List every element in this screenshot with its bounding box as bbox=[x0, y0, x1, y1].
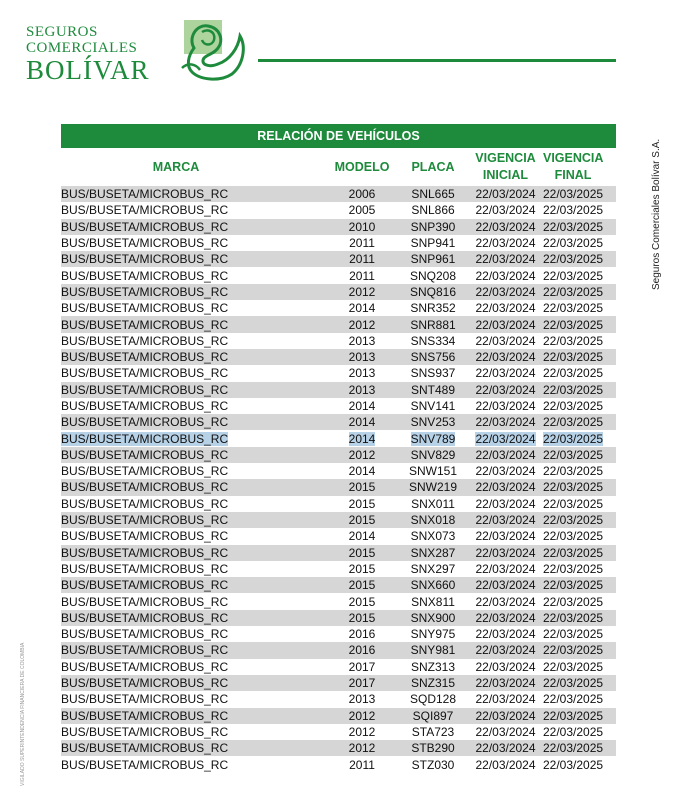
cell-vigencia-final: 22/03/2025 bbox=[543, 496, 604, 511]
cell-placa: STZ030 bbox=[411, 757, 455, 772]
table-row bbox=[61, 577, 616, 593]
cell-placa: SNP390 bbox=[410, 219, 456, 234]
header-vigencia-inicial: VIGENCIA INICIAL bbox=[475, 151, 536, 182]
cell-vigencia-inicial: 22/03/2024 bbox=[475, 447, 536, 462]
vigilado-stamp bbox=[20, 642, 42, 786]
cell-vigencia-inicial: 22/03/2024 bbox=[475, 643, 536, 658]
cell-vigencia-final: 22/03/2025 bbox=[543, 252, 604, 267]
cell-placa: SNS334 bbox=[410, 333, 456, 348]
cell-marca: BUS/BUSETA/MICROBUS_RC bbox=[61, 333, 229, 348]
cell-marca: BUS/BUSETA/MICROBUS_RC bbox=[61, 594, 229, 609]
table-row bbox=[61, 349, 616, 365]
cell-placa: SNQ816 bbox=[409, 284, 457, 299]
cell-vigencia-final: 22/03/2025 bbox=[543, 317, 604, 332]
cell-vigencia-final: 22/03/2025 bbox=[543, 399, 604, 413]
cell-marca: BUS/BUSETA/MICROBUS_RC bbox=[61, 284, 229, 299]
table-row bbox=[61, 414, 616, 430]
cell-vigencia-inicial: 22/03/2024 bbox=[475, 399, 536, 413]
cell-modelo: 2006 bbox=[348, 187, 376, 202]
cell-vigencia-final: 22/03/2025 bbox=[543, 203, 604, 218]
cell-vigencia-final: 22/03/2025 bbox=[543, 350, 604, 365]
table-row bbox=[61, 642, 616, 658]
table-row bbox=[61, 300, 616, 316]
cell-vigencia-final: 22/03/2025 bbox=[543, 610, 604, 625]
cell-placa: SNX011 bbox=[411, 496, 455, 511]
table-row bbox=[61, 284, 616, 300]
cell-vigencia-final: 22/03/2025 bbox=[543, 529, 604, 544]
cell-vigencia-inicial: 22/03/2024 bbox=[475, 431, 536, 446]
cell-modelo: 2013 bbox=[348, 692, 376, 707]
cell-vigencia-inicial: 22/03/2024 bbox=[475, 284, 536, 299]
cell-vigencia-inicial: 22/03/2024 bbox=[475, 268, 536, 283]
cell-vigencia-final: 22/03/2025 bbox=[543, 382, 604, 397]
cell-modelo: 2011 bbox=[349, 252, 375, 267]
table-row bbox=[61, 479, 616, 495]
cell-placa: SNP961 bbox=[410, 252, 456, 267]
cell-placa: SNR352 bbox=[410, 301, 456, 316]
cell-vigencia-inicial: 22/03/2024 bbox=[475, 252, 536, 267]
cell-vigencia-final: 22/03/2025 bbox=[543, 284, 604, 299]
cell-marca: BUS/BUSETA/MICROBUS_RC bbox=[61, 480, 229, 495]
side-company-text: Seguros Comerciales Bolívar S.A. bbox=[651, 138, 662, 290]
cell-vigencia-final: 22/03/2025 bbox=[543, 415, 604, 430]
table-row bbox=[61, 430, 616, 446]
cell-modelo: 2011 bbox=[349, 268, 375, 283]
cell-vigencia-inicial: 22/03/2024 bbox=[475, 317, 536, 332]
cell-modelo: 2016 bbox=[348, 627, 376, 642]
cell-marca: BUS/BUSETA/MICROBUS_RC bbox=[61, 708, 229, 723]
cell-marca: BUS/BUSETA/MICROBUS_RC bbox=[61, 561, 229, 576]
cell-vigencia-final: 22/03/2025 bbox=[543, 643, 604, 658]
table-row bbox=[61, 398, 616, 414]
cell-vigencia-final: 22/03/2025 bbox=[543, 561, 604, 576]
cell-marca: BUS/BUSETA/MICROBUS_RC bbox=[61, 659, 229, 674]
cell-vigencia-inicial: 22/03/2024 bbox=[475, 496, 536, 511]
table-row bbox=[61, 528, 616, 544]
table-row bbox=[61, 447, 616, 463]
cell-vigencia-final: 22/03/2025 bbox=[543, 431, 604, 446]
cell-modelo: 2014 bbox=[348, 301, 376, 316]
table-body bbox=[61, 186, 616, 773]
cell-vigencia-inicial: 22/03/2024 bbox=[475, 627, 536, 642]
cell-placa: SNL665 bbox=[411, 187, 455, 202]
cell-marca: BUS/BUSETA/MICROBUS_RC bbox=[61, 415, 229, 430]
cell-modelo: 2011 bbox=[349, 236, 375, 251]
table-row bbox=[61, 316, 616, 332]
cell-vigencia-final: 22/03/2025 bbox=[543, 594, 604, 609]
cell-placa: SNL866 bbox=[411, 203, 455, 218]
cell-marca: BUS/BUSETA/MICROBUS_RC bbox=[61, 252, 229, 267]
cell-placa: SNX900 bbox=[410, 610, 456, 625]
cell-vigencia-inicial: 22/03/2024 bbox=[475, 724, 536, 739]
cell-placa: SNP941 bbox=[410, 236, 456, 251]
cell-marca: BUS/BUSETA/MICROBUS_RC bbox=[61, 399, 229, 413]
cell-placa: SNZ313 bbox=[410, 659, 456, 674]
cell-vigencia-inicial: 22/03/2024 bbox=[475, 659, 536, 674]
cell-vigencia-inicial: 22/03/2024 bbox=[475, 236, 536, 251]
cell-marca: BUS/BUSETA/MICROBUS_RC bbox=[61, 268, 229, 283]
cell-vigencia-inicial: 22/03/2024 bbox=[475, 187, 536, 202]
cell-marca: BUS/BUSETA/MICROBUS_RC bbox=[61, 447, 229, 462]
cell-placa: STA723 bbox=[411, 724, 455, 739]
cell-marca: BUS/BUSETA/MICROBUS_RC bbox=[61, 692, 229, 707]
cell-modelo: 2017 bbox=[348, 659, 376, 674]
cell-modelo: 2014 bbox=[348, 464, 376, 479]
brand-line-1: SEGUROS bbox=[26, 24, 98, 40]
cell-vigencia-final: 22/03/2025 bbox=[543, 333, 604, 348]
cell-vigencia-final: 22/03/2025 bbox=[543, 724, 604, 739]
table-row bbox=[61, 235, 616, 251]
cell-vigencia-inicial: 22/03/2024 bbox=[475, 415, 536, 430]
cell-marca: BUS/BUSETA/MICROBUS_RC bbox=[61, 203, 229, 218]
cell-placa: SNX018 bbox=[410, 513, 456, 528]
cell-placa: SNY981 bbox=[410, 643, 456, 658]
cell-modelo: 2014 bbox=[348, 415, 376, 430]
cell-vigencia-inicial: 22/03/2024 bbox=[475, 382, 536, 397]
brand-line-2: COMERCIALES bbox=[26, 40, 138, 56]
cell-marca: BUS/BUSETA/MICROBUS_RC bbox=[61, 513, 229, 528]
cell-vigencia-final: 22/03/2025 bbox=[543, 692, 604, 707]
table-row bbox=[61, 496, 616, 512]
cell-vigencia-final: 22/03/2025 bbox=[543, 578, 604, 593]
table-row bbox=[61, 186, 616, 202]
cell-placa: SNX297 bbox=[410, 561, 456, 576]
table-row bbox=[61, 675, 616, 691]
table-row bbox=[61, 724, 616, 740]
cell-modelo: 2012 bbox=[348, 708, 376, 723]
cell-modelo: 2013 bbox=[348, 366, 376, 381]
cell-marca: BUS/BUSETA/MICROBUS_RC bbox=[61, 464, 229, 479]
cell-modelo: 2013 bbox=[348, 333, 376, 348]
vigilado-text: VIGILADO SUPERINTENDENCIA FINANCIERA DE COLOMBIA bbox=[20, 642, 26, 786]
cell-vigencia-final: 22/03/2025 bbox=[543, 187, 604, 202]
cell-modelo: 2015 bbox=[348, 610, 376, 625]
cell-placa: SNW219 bbox=[408, 480, 458, 495]
header-placa: PLACA bbox=[411, 160, 455, 174]
cell-modelo: 2017 bbox=[348, 676, 376, 691]
cell-placa: SNQ208 bbox=[409, 268, 457, 283]
table-row bbox=[61, 365, 616, 381]
table-row bbox=[61, 756, 616, 772]
cell-placa: SNV829 bbox=[410, 447, 456, 462]
table-row bbox=[61, 708, 616, 724]
cell-placa: SNX073 bbox=[410, 529, 456, 544]
cell-marca: BUS/BUSETA/MICROBUS_RC bbox=[61, 187, 229, 202]
cell-marca: BUS/BUSETA/MICROBUS_RC bbox=[61, 366, 229, 381]
cell-vigencia-inicial: 22/03/2024 bbox=[475, 480, 536, 495]
cell-marca: BUS/BUSETA/MICROBUS_RC bbox=[61, 219, 229, 234]
cell-vigencia-inicial: 22/03/2024 bbox=[475, 333, 536, 348]
cell-placa: SQD128 bbox=[409, 692, 457, 707]
header-modelo: MODELO bbox=[334, 160, 390, 174]
cell-marca: BUS/BUSETA/MICROBUS_RC bbox=[61, 741, 229, 756]
cell-marca: BUS/BUSETA/MICROBUS_RC bbox=[61, 496, 229, 511]
cell-modelo: 2014 bbox=[348, 529, 376, 544]
cell-modelo: 2015 bbox=[348, 513, 376, 528]
cell-marca: BUS/BUSETA/MICROBUS_RC bbox=[61, 676, 229, 691]
cell-vigencia-final: 22/03/2025 bbox=[543, 741, 604, 756]
header-marca: MARCA bbox=[152, 160, 200, 174]
cell-marca: BUS/BUSETA/MICROBUS_RC bbox=[61, 301, 229, 316]
side-company-label bbox=[651, 140, 665, 290]
cell-placa: SNR881 bbox=[410, 317, 456, 332]
table-row bbox=[61, 561, 616, 577]
cell-marca: BUS/BUSETA/MICROBUS_RC bbox=[61, 610, 229, 625]
cell-placa: SNS937 bbox=[410, 366, 456, 381]
cell-vigencia-final: 22/03/2025 bbox=[543, 268, 604, 283]
cell-vigencia-inicial: 22/03/2024 bbox=[475, 513, 536, 528]
cell-vigencia-inicial: 22/03/2024 bbox=[475, 366, 536, 381]
cell-vigencia-final: 22/03/2025 bbox=[543, 236, 604, 251]
table-row bbox=[61, 610, 616, 626]
cell-modelo: 2012 bbox=[348, 317, 376, 332]
brand-logo bbox=[26, 24, 150, 84]
cell-modelo: 2015 bbox=[348, 561, 376, 576]
table-row bbox=[61, 333, 616, 349]
cell-placa: SNZ315 bbox=[410, 676, 456, 691]
cell-marca: BUS/BUSETA/MICROBUS_RC bbox=[61, 431, 229, 446]
cell-placa: SNX660 bbox=[410, 578, 456, 593]
header-divider bbox=[258, 59, 616, 62]
table-row bbox=[61, 267, 616, 283]
cell-modelo: 2012 bbox=[348, 741, 376, 756]
table-row bbox=[61, 382, 616, 398]
cell-modelo: 2015 bbox=[348, 578, 376, 593]
cell-placa: SNX811 bbox=[411, 594, 455, 609]
cell-placa: SNV141 bbox=[410, 399, 456, 413]
vehicle-table bbox=[61, 124, 616, 773]
cell-modelo: 2012 bbox=[348, 447, 376, 462]
cell-vigencia-inicial: 22/03/2024 bbox=[475, 203, 536, 218]
cell-modelo: 2015 bbox=[348, 480, 376, 495]
cell-vigencia-inicial: 22/03/2024 bbox=[475, 757, 536, 772]
cell-vigencia-inicial: 22/03/2024 bbox=[475, 545, 536, 560]
cell-modelo: 2015 bbox=[348, 496, 376, 511]
table-header-row bbox=[61, 148, 616, 186]
brand-line-3: BOLÍVAR bbox=[26, 55, 150, 85]
cell-marca: BUS/BUSETA/MICROBUS_RC bbox=[61, 578, 229, 593]
cell-marca: BUS/BUSETA/MICROBUS_RC bbox=[61, 529, 229, 544]
cell-modelo: 2010 bbox=[348, 219, 376, 234]
cell-placa: SNS756 bbox=[410, 350, 456, 365]
cell-placa: SNY975 bbox=[410, 627, 456, 642]
cell-placa: SQI897 bbox=[412, 708, 454, 723]
cell-placa: SNT489 bbox=[410, 382, 456, 397]
cell-marca: BUS/BUSETA/MICROBUS_RC bbox=[61, 545, 229, 560]
cell-vigencia-inicial: 22/03/2024 bbox=[475, 464, 536, 479]
cell-placa: SNX287 bbox=[410, 545, 456, 560]
cell-marca: BUS/BUSETA/MICROBUS_RC bbox=[61, 757, 229, 772]
cell-vigencia-inicial: 22/03/2024 bbox=[475, 301, 536, 316]
cell-vigencia-inicial: 22/03/2024 bbox=[475, 708, 536, 723]
cell-modelo: 2013 bbox=[348, 350, 376, 365]
cell-vigencia-inicial: 22/03/2024 bbox=[475, 578, 536, 593]
table-row bbox=[61, 545, 616, 561]
table-title: RELACIÓN DE VEHÍCULOS bbox=[61, 124, 616, 148]
cell-modelo: 2011 bbox=[349, 757, 375, 772]
cell-marca: BUS/BUSETA/MICROBUS_RC bbox=[61, 382, 229, 397]
cell-vigencia-inicial: 22/03/2024 bbox=[475, 529, 536, 544]
table-row bbox=[61, 691, 616, 707]
table-row bbox=[61, 626, 616, 642]
cell-vigencia-final: 22/03/2025 bbox=[543, 219, 604, 234]
cell-vigencia-final: 22/03/2025 bbox=[543, 757, 604, 772]
cell-vigencia-inicial: 22/03/2024 bbox=[475, 676, 536, 691]
cell-vigencia-final: 22/03/2025 bbox=[543, 708, 604, 723]
cell-vigencia-inicial: 22/03/2024 bbox=[475, 594, 536, 609]
cell-modelo: 2014 bbox=[348, 399, 376, 413]
cell-placa: STB290 bbox=[411, 741, 455, 756]
cell-marca: BUS/BUSETA/MICROBUS_RC bbox=[61, 724, 229, 739]
cell-modelo: 2015 bbox=[348, 545, 376, 560]
table-row bbox=[61, 740, 616, 756]
cell-modelo: 2005 bbox=[348, 203, 376, 218]
cell-placa: SNW151 bbox=[408, 464, 458, 479]
cell-marca: BUS/BUSETA/MICROBUS_RC bbox=[61, 317, 229, 332]
cell-vigencia-final: 22/03/2025 bbox=[543, 659, 604, 674]
cell-modelo: 2012 bbox=[348, 284, 376, 299]
table-row bbox=[61, 512, 616, 528]
cell-marca: BUS/BUSETA/MICROBUS_RC bbox=[61, 643, 229, 658]
cell-vigencia-inicial: 22/03/2024 bbox=[475, 610, 536, 625]
cell-vigencia-final: 22/03/2025 bbox=[543, 676, 604, 691]
cell-vigencia-inicial: 22/03/2024 bbox=[475, 692, 536, 707]
cell-modelo: 2015 bbox=[348, 594, 376, 609]
table-row bbox=[61, 251, 616, 267]
cell-vigencia-final: 22/03/2025 bbox=[543, 627, 604, 642]
cell-marca: BUS/BUSETA/MICROBUS_RC bbox=[61, 236, 229, 251]
cell-marca: BUS/BUSETA/MICROBUS_RC bbox=[61, 350, 229, 365]
cell-vigencia-final: 22/03/2025 bbox=[543, 464, 604, 479]
cell-vigencia-final: 22/03/2025 bbox=[543, 545, 604, 560]
table-row bbox=[61, 202, 616, 218]
cell-vigencia-inicial: 22/03/2024 bbox=[475, 561, 536, 576]
cell-marca: BUS/BUSETA/MICROBUS_RC bbox=[61, 627, 229, 642]
cell-vigencia-inicial: 22/03/2024 bbox=[475, 219, 536, 234]
cell-modelo: 2016 bbox=[348, 643, 376, 658]
cell-placa: SNV253 bbox=[410, 415, 456, 430]
cell-vigencia-final: 22/03/2025 bbox=[543, 447, 604, 462]
cell-placa: SNV789 bbox=[410, 431, 456, 446]
bolivar-emblem-icon bbox=[178, 18, 250, 84]
cell-vigencia-final: 22/03/2025 bbox=[543, 366, 604, 381]
table-row bbox=[61, 659, 616, 675]
table-row bbox=[61, 219, 616, 235]
cell-vigencia-final: 22/03/2025 bbox=[543, 513, 604, 528]
header-vigencia-final: VIGENCIA FINAL bbox=[543, 151, 604, 182]
cell-vigencia-final: 22/03/2025 bbox=[543, 480, 604, 495]
cell-vigencia-final: 22/03/2025 bbox=[543, 301, 604, 316]
cell-vigencia-inicial: 22/03/2024 bbox=[475, 741, 536, 756]
cell-vigencia-inicial: 22/03/2024 bbox=[475, 350, 536, 365]
cell-modelo: 2014 bbox=[348, 431, 376, 446]
table-row bbox=[61, 593, 616, 609]
cell-modelo: 2012 bbox=[348, 724, 376, 739]
cell-modelo: 2013 bbox=[348, 382, 376, 397]
table-row bbox=[61, 463, 616, 479]
